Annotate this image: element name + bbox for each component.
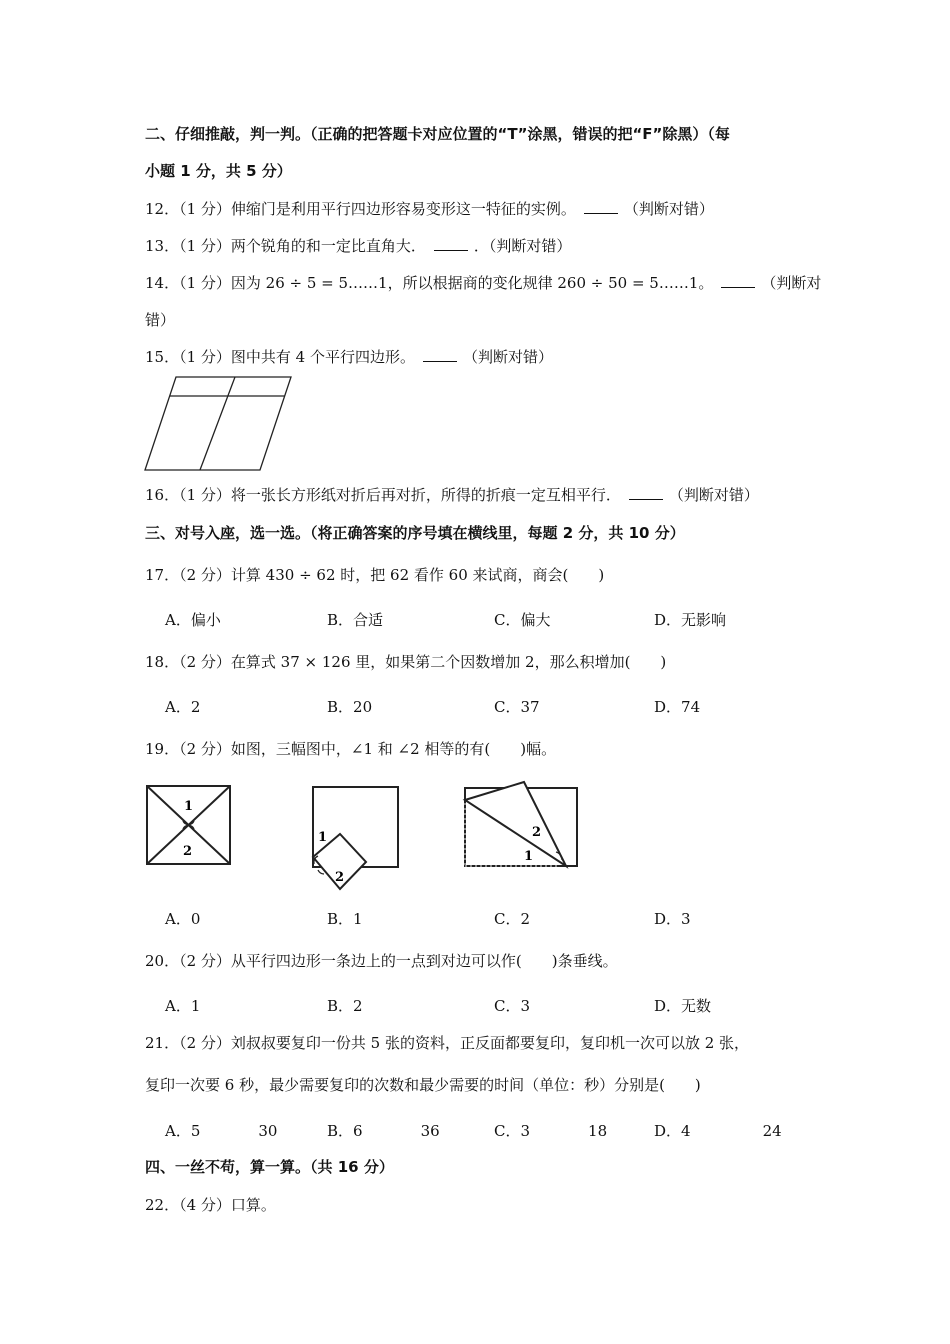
section2-heading-line1: 二、仔细推敲，判一判。（正确的把答题卡对应位置的“T”涂黑，错误的把“F”除黑）（每 <box>145 125 730 143</box>
q17-option-c[interactable]: C．偏大 <box>494 611 551 629</box>
q18-option-d[interactable]: D．74 <box>654 698 701 716</box>
answer-blank-15[interactable] <box>423 347 457 362</box>
angle-figure-3 <box>462 780 582 870</box>
question-19: 19．（2 分）如图，三幅图中，∠1 和 ∠2 相等的有( )幅。 <box>145 740 557 758</box>
section2-heading-line2: 小题 1 分，共 5 分） <box>145 162 292 180</box>
q18-option-a[interactable]: A．2 <box>165 698 201 716</box>
angle-figure-1 <box>145 784 235 866</box>
q18-option-b[interactable]: B．20 <box>327 698 373 716</box>
q21-option-d[interactable] <box>654 1121 782 1141</box>
question-15-suffix: （判断对错） <box>462 348 553 366</box>
answer-blank-14[interactable] <box>721 273 755 288</box>
question-17: 17．（2 分）计算 430 ÷ 62 时，把 62 看作 60 来试商，商会( ) <box>145 566 605 584</box>
q21-option-c[interactable] <box>494 1121 607 1141</box>
question-18: 18．（2 分）在算式 37 × 126 里，如果第二个因数增加 2，那么积增加( ) <box>145 653 667 671</box>
q21-option-a[interactable] <box>165 1121 277 1141</box>
figure1-label-2: 2 <box>183 844 193 859</box>
question-15 <box>145 347 553 367</box>
q17-option-d[interactable]: D．无影响 <box>654 611 727 629</box>
q17-option-b[interactable]: B．合适 <box>327 611 384 629</box>
q21-option-a-label: A．5 <box>165 1122 201 1140</box>
q21-option-a-value: 30 <box>258 1122 278 1140</box>
question-20: 20．（2 分）从平行四边形一条边上的一点到对边可以作( )条垂线。 <box>145 952 618 970</box>
q21-option-b[interactable] <box>327 1121 440 1141</box>
question-16 <box>145 485 759 505</box>
question-21-line2: 复印一次要 6 秒，最少需要复印的次数和最少需要的时间（单位：秒）分别是( ) <box>145 1076 701 1094</box>
question-21-line1: 21．（2 分）刘叔叔要复印一份共 5 张的资料，正反面都要复印，复印机一次可以放 2 张， <box>145 1034 750 1052</box>
q21-option-b-value: 36 <box>420 1122 440 1140</box>
q17-option-a[interactable]: A．偏小 <box>165 611 221 629</box>
question-16-text: 16．（1 分）将一张长方形纸对折后再对折，所得的折痕一定互相平行． <box>145 486 621 504</box>
q19-option-b[interactable]: B．1 <box>327 910 363 928</box>
figure2-label-1: 1 <box>318 830 328 845</box>
q19-option-d[interactable]: D．3 <box>654 910 691 928</box>
answer-blank-12[interactable] <box>584 199 618 214</box>
figure3-label-2: 2 <box>532 825 542 840</box>
q20-option-b[interactable]: B．2 <box>327 997 363 1015</box>
figure2-label-2: 2 <box>335 870 345 885</box>
answer-blank-16[interactable] <box>629 485 663 500</box>
q19-option-c[interactable]: C．2 <box>494 910 531 928</box>
figure3-label-1: 1 <box>524 849 534 864</box>
q20-option-a[interactable]: A．1 <box>165 997 201 1015</box>
question-14-line2: 错） <box>145 311 176 329</box>
section3-heading: 三、对号入座，选一选。（将正确答案的序号填在横线里，每题 2 分，共 10 分） <box>145 524 685 542</box>
question-12 <box>145 199 714 219</box>
question-12-suffix: （判断对错） <box>623 200 714 218</box>
q18-option-c[interactable]: C．37 <box>494 698 540 716</box>
q21-option-d-value: 24 <box>762 1122 782 1140</box>
question-12-text: 12．（1 分）伸缩门是利用平行四边形容易变形这一特征的实例。 <box>145 200 576 218</box>
figure1-label-1: 1 <box>184 799 194 814</box>
question-13-text: 13．（1 分）两个锐角的和一定比直角大． <box>145 237 426 255</box>
q19-option-a[interactable]: A．0 <box>165 910 201 928</box>
question-15-text: 15．（1 分）图中共有 4 个平行四边形。 <box>145 348 415 366</box>
parallelogram-figure <box>140 374 300 474</box>
question-13 <box>145 236 571 256</box>
angle-figure-2 <box>308 784 408 894</box>
q21-option-d-label: D．4 <box>654 1122 691 1140</box>
question-16-suffix: （判断对错） <box>668 486 759 504</box>
section4-heading: 四、一丝不苟，算一算。（共 16 分） <box>145 1158 394 1176</box>
question-22: 22．（4 分）口算。 <box>145 1196 276 1214</box>
question-14-suffix: （判断对 <box>761 274 822 292</box>
question-13-suffix: ．（判断对错） <box>473 237 572 255</box>
answer-blank-13[interactable] <box>434 236 468 251</box>
q20-option-c[interactable]: C．3 <box>494 997 531 1015</box>
question-14 <box>145 273 821 293</box>
question-14-text: 14．（1 分）因为 26 ÷ 5 = 5……1，所以根据商的变化规律 260 ÷ 50 = 5……1。 <box>145 274 714 292</box>
q21-option-c-label: C．3 <box>494 1122 531 1140</box>
q21-option-b-label: B．6 <box>327 1122 363 1140</box>
q20-option-d[interactable]: D．无数 <box>654 997 712 1015</box>
q21-option-c-value: 18 <box>588 1122 608 1140</box>
